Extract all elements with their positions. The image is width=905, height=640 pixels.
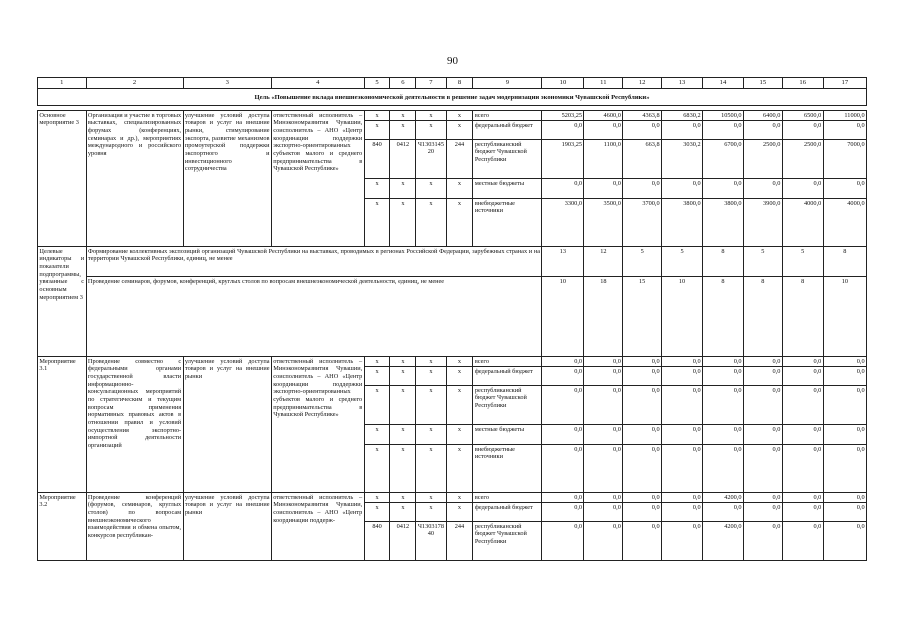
budget-code: x bbox=[416, 357, 446, 367]
funding-value: 0,0 bbox=[584, 357, 623, 367]
budget-code: x bbox=[390, 199, 416, 247]
goal-row bbox=[38, 89, 867, 106]
budget-code: x bbox=[364, 425, 390, 445]
funding-value: 0,0 bbox=[703, 503, 744, 522]
funding-value: 0,0 bbox=[662, 445, 703, 493]
budget-code: x bbox=[364, 386, 390, 425]
budget-code: x bbox=[390, 111, 416, 121]
target-indicator-value: 10 bbox=[662, 277, 703, 357]
funding-value: 3030,2 bbox=[662, 140, 703, 179]
funding-value: 0,0 bbox=[542, 503, 584, 522]
budget-code: 840 bbox=[364, 140, 390, 179]
responsible-executor: ответственный исполнитель – Минэкономразвития Чувашии, соисполнитель – АНО «Центр координации поддерж- bbox=[271, 493, 364, 561]
funding-value: 0,0 bbox=[782, 445, 823, 493]
budget-code: x bbox=[446, 199, 473, 247]
funding-value: 2500,0 bbox=[782, 140, 823, 179]
funding-value: 5203,25 bbox=[542, 111, 584, 121]
funding-row bbox=[38, 111, 867, 121]
activity-name: Мероприятие 3.2 bbox=[38, 493, 87, 561]
funding-value: 0,0 bbox=[584, 179, 623, 199]
funding-value: 0,0 bbox=[823, 503, 866, 522]
funding-source: всего bbox=[473, 111, 542, 121]
funding-value: 0,0 bbox=[662, 386, 703, 425]
funding-value: 0,0 bbox=[782, 179, 823, 199]
budget-code: x bbox=[390, 493, 416, 503]
budget-code: x bbox=[390, 503, 416, 522]
budget-code: x bbox=[390, 367, 416, 386]
funding-value: 6500,0 bbox=[782, 111, 823, 121]
budget-code: x bbox=[364, 357, 390, 367]
funding-source: всего bbox=[473, 493, 542, 503]
funding-value: 10500,0 bbox=[703, 111, 744, 121]
funding-value: 0,0 bbox=[782, 425, 823, 445]
funding-value: 0,0 bbox=[623, 445, 662, 493]
funding-value: 0,0 bbox=[542, 367, 584, 386]
funding-value: 0,0 bbox=[542, 121, 584, 140]
funding-value: 0,0 bbox=[542, 445, 584, 493]
budget-code: 0412 bbox=[390, 522, 416, 561]
target-indicator-text: Формирование коллективных экспозиций организаций Чувашской Республики на выставках, проводимых в регионах Российской Федерации, зарубежных странах и на территории Чувашской Республики, единиц, не менее bbox=[86, 247, 542, 277]
column-number: 13 bbox=[662, 78, 703, 89]
target-indicator-value: 15 bbox=[623, 277, 662, 357]
budget-code: x bbox=[416, 445, 446, 493]
budget-code: x bbox=[390, 445, 416, 493]
funding-value: 0,0 bbox=[823, 179, 866, 199]
budget-code: x bbox=[390, 425, 416, 445]
funding-value: 0,0 bbox=[782, 503, 823, 522]
budget-code: x bbox=[416, 503, 446, 522]
funding-value: 0,0 bbox=[823, 425, 866, 445]
target-indicator-value: 5 bbox=[743, 247, 782, 277]
funding-source: внебюджетные источники bbox=[473, 199, 542, 247]
funding-source: федеральный бюджет bbox=[473, 367, 542, 386]
target-indicator-row bbox=[38, 277, 867, 357]
funding-value: 0,0 bbox=[662, 367, 703, 386]
column-number: 16 bbox=[782, 78, 823, 89]
funding-value: 0,0 bbox=[623, 121, 662, 140]
funding-value: 0,0 bbox=[823, 121, 866, 140]
goal-text: Цель «Повышение вклада внешнеэкономической деятельности в решение задач модернизации экономики Чувашской Республики» bbox=[38, 89, 867, 106]
funding-value: 0,0 bbox=[542, 386, 584, 425]
funding-value: 0,0 bbox=[743, 522, 782, 561]
activity-goal: улучшение условий доступа товаров и услуг на внешние рынки bbox=[183, 493, 271, 561]
funding-value: 0,0 bbox=[662, 179, 703, 199]
funding-value: 0,0 bbox=[823, 522, 866, 561]
funding-value: 4600,0 bbox=[584, 111, 623, 121]
funding-value: 0,0 bbox=[542, 357, 584, 367]
budget-code: x bbox=[416, 367, 446, 386]
funding-source: федеральный бюджет bbox=[473, 121, 542, 140]
funding-value: 0,0 bbox=[623, 522, 662, 561]
budget-code: x bbox=[446, 111, 473, 121]
budget-code: x bbox=[390, 121, 416, 140]
funding-value: 0,0 bbox=[584, 386, 623, 425]
responsible-executor: ответственный исполнитель – Минэкономразвития Чувашии, соисполнитель – АНО «Центр координации поддержки экспортно-ориентированных субъектов малого и среднего предпринимательства в Чувашской Республике» bbox=[271, 357, 364, 493]
funding-value: 0,0 bbox=[703, 445, 744, 493]
funding-value: 0,0 bbox=[584, 493, 623, 503]
budget-code: x bbox=[364, 367, 390, 386]
budget-code: x bbox=[446, 493, 473, 503]
funding-value: 3900,0 bbox=[743, 199, 782, 247]
budget-code: x bbox=[364, 199, 390, 247]
column-number: 5 bbox=[364, 78, 390, 89]
funding-value: 0,0 bbox=[584, 425, 623, 445]
budget-code: 0412 bbox=[390, 140, 416, 179]
funding-value: 3300,0 bbox=[542, 199, 584, 247]
funding-value: 0,0 bbox=[743, 367, 782, 386]
funding-value: 0,0 bbox=[823, 493, 866, 503]
funding-source: республиканский бюджет Чувашской Республики bbox=[473, 386, 542, 425]
target-indicator-value: 10 bbox=[823, 277, 866, 357]
funding-value: 0,0 bbox=[584, 503, 623, 522]
funding-value: 0,0 bbox=[743, 179, 782, 199]
funding-value: 0,0 bbox=[823, 367, 866, 386]
column-number: 2 bbox=[86, 78, 183, 89]
budget-code: x bbox=[416, 121, 446, 140]
funding-value: 0,0 bbox=[743, 445, 782, 493]
target-indicator-value: 5 bbox=[782, 247, 823, 277]
column-number: 7 bbox=[416, 78, 446, 89]
column-number: 15 bbox=[743, 78, 782, 89]
funding-value: 0,0 bbox=[703, 357, 744, 367]
budget-code: x bbox=[446, 445, 473, 493]
funding-value: 0,0 bbox=[542, 179, 584, 199]
column-number: 9 bbox=[473, 78, 542, 89]
column-number: 1 bbox=[38, 78, 87, 89]
column-number: 10 bbox=[542, 78, 584, 89]
funding-value: 0,0 bbox=[623, 425, 662, 445]
funding-value: 4000,0 bbox=[823, 199, 866, 247]
funding-value: 6830,2 bbox=[662, 111, 703, 121]
activity-description: Проведение совместно с федеральными органами государственной власти информационно-консультационных мероприятий по стратегическим и текущим вопросам применения нормативных правовых актов в отношении правил и условий осуществления экспортно-импортной деятельности организаций bbox=[86, 357, 183, 493]
column-number: 17 bbox=[823, 78, 866, 89]
funding-value: 4363,8 bbox=[623, 111, 662, 121]
funding-value: 4200,0 bbox=[703, 493, 744, 503]
funding-value: 11000,0 bbox=[823, 111, 866, 121]
budget-code: x bbox=[446, 357, 473, 367]
target-indicator-value: 5 bbox=[623, 247, 662, 277]
funding-value: 0,0 bbox=[542, 425, 584, 445]
activity-goal: улучшение условий доступа товаров и услуг на внешние рынки bbox=[183, 357, 271, 493]
funding-value: 0,0 bbox=[584, 445, 623, 493]
column-number: 8 bbox=[446, 78, 473, 89]
column-number: 6 bbox=[390, 78, 416, 89]
funding-value: 7000,0 bbox=[823, 140, 866, 179]
budget-code: x bbox=[364, 179, 390, 199]
budget-code: x bbox=[416, 111, 446, 121]
funding-value: 1903,25 bbox=[542, 140, 584, 179]
funding-value: 0,0 bbox=[782, 493, 823, 503]
budget-code: Ч130314520 bbox=[416, 140, 446, 179]
funding-value: 0,0 bbox=[623, 493, 662, 503]
budget-code: x bbox=[446, 386, 473, 425]
funding-value: 0,0 bbox=[584, 367, 623, 386]
target-indicator-value: 8 bbox=[782, 277, 823, 357]
funding-value: 0,0 bbox=[584, 522, 623, 561]
page-number: 90 bbox=[447, 55, 458, 67]
funding-value: 4000,0 bbox=[782, 199, 823, 247]
funding-value: 0,0 bbox=[623, 357, 662, 367]
funding-value: 0,0 bbox=[703, 386, 744, 425]
budget-code: x bbox=[364, 445, 390, 493]
target-indicator-value: 8 bbox=[743, 277, 782, 357]
funding-source: республиканский бюджет Чувашской Республики bbox=[473, 522, 542, 561]
funding-value: 0,0 bbox=[703, 367, 744, 386]
funding-value: 0,0 bbox=[662, 121, 703, 140]
budget-code: x bbox=[364, 493, 390, 503]
funding-value: 0,0 bbox=[623, 386, 662, 425]
responsible-executor: ответственный исполнитель – Минэкономразвития Чувашии, соисполнитель – АНО «Центр координации поддержки экспортно-ориентированных субъектов малого и среднего предпринимательства в Чувашской Республике» bbox=[271, 111, 364, 247]
funding-row bbox=[38, 493, 867, 503]
target-indicator-value: 12 bbox=[584, 247, 623, 277]
funding-value: 0,0 bbox=[782, 522, 823, 561]
funding-value: 0,0 bbox=[782, 121, 823, 140]
budget-code: x bbox=[416, 199, 446, 247]
budget-code: x bbox=[416, 493, 446, 503]
funding-value: 0,0 bbox=[703, 179, 744, 199]
target-indicator-value: 10 bbox=[542, 277, 584, 357]
funding-value: 1100,0 bbox=[584, 140, 623, 179]
activity-name: Мероприятие 3.1 bbox=[38, 357, 87, 493]
funding-value: 6400,0 bbox=[743, 111, 782, 121]
budget-code: x bbox=[416, 179, 446, 199]
column-number: 11 bbox=[584, 78, 623, 89]
budget-code: x bbox=[446, 179, 473, 199]
budget-code: x bbox=[390, 179, 416, 199]
target-indicator-value: 8 bbox=[823, 247, 866, 277]
budget-code: 244 bbox=[446, 522, 473, 561]
funding-value: 0,0 bbox=[662, 493, 703, 503]
funding-value: 0,0 bbox=[703, 425, 744, 445]
funding-value: 6700,0 bbox=[703, 140, 744, 179]
funding-value: 0,0 bbox=[743, 503, 782, 522]
funding-value: 0,0 bbox=[823, 386, 866, 425]
activity-goal: улучшение условий доступа товаров и услуг на внешние рынки, стимулирование экспорта, развитие механизмов промоутерской поддержки экспортного и инвестиционного сотрудничества bbox=[183, 111, 271, 247]
column-number: 4 bbox=[271, 78, 364, 89]
funding-value: 0,0 bbox=[623, 367, 662, 386]
target-indicator-text: Проведение семинаров, форумов, конференций, круглых столов по вопросам внешнеэкономической деятельности, единиц, не менее bbox=[86, 277, 542, 357]
funding-value: 0,0 bbox=[743, 493, 782, 503]
target-indicator-value: 5 bbox=[662, 247, 703, 277]
funding-value: 0,0 bbox=[743, 357, 782, 367]
budget-code: x bbox=[416, 425, 446, 445]
target-indicator-value: 13 bbox=[542, 247, 584, 277]
funding-value: 3800,0 bbox=[703, 199, 744, 247]
funding-value: 0,0 bbox=[782, 357, 823, 367]
funding-value: 0,0 bbox=[823, 357, 866, 367]
funding-value: 0,0 bbox=[743, 121, 782, 140]
budget-code: x bbox=[446, 121, 473, 140]
funding-source: местные бюджеты bbox=[473, 425, 542, 445]
funding-value: 0,0 bbox=[743, 425, 782, 445]
funding-value: 0,0 bbox=[782, 367, 823, 386]
funding-value: 663,8 bbox=[623, 140, 662, 179]
funding-value: 0,0 bbox=[584, 121, 623, 140]
budget-code: 244 bbox=[446, 140, 473, 179]
budget-code: x bbox=[364, 503, 390, 522]
funding-value: 0,0 bbox=[662, 503, 703, 522]
target-indicator-value: 18 bbox=[584, 277, 623, 357]
funding-value: 0,0 bbox=[542, 522, 584, 561]
funding-value: 0,0 bbox=[823, 445, 866, 493]
funding-value: 3800,0 bbox=[662, 199, 703, 247]
target-indicator-value: 8 bbox=[703, 247, 744, 277]
budget-code: x bbox=[364, 111, 390, 121]
budget-code: x bbox=[390, 357, 416, 367]
budget-code: x bbox=[364, 121, 390, 140]
budget-code: Ч130317840 bbox=[416, 522, 446, 561]
funding-value: 3700,0 bbox=[623, 199, 662, 247]
funding-value: 0,0 bbox=[542, 493, 584, 503]
funding-value: 0,0 bbox=[623, 179, 662, 199]
column-number: 3 bbox=[183, 78, 271, 89]
column-number: 14 bbox=[703, 78, 744, 89]
funding-row bbox=[38, 357, 867, 367]
column-number-row bbox=[38, 78, 867, 89]
funding-value: 3500,0 bbox=[584, 199, 623, 247]
funding-source: местные бюджеты bbox=[473, 179, 542, 199]
budget-code: x bbox=[416, 386, 446, 425]
funding-source: федеральный бюджет bbox=[473, 503, 542, 522]
funding-value: 2500,0 bbox=[743, 140, 782, 179]
funding-value: 0,0 bbox=[743, 386, 782, 425]
activity-name: Основное мероприятие 3 bbox=[38, 111, 87, 247]
activity-description: Проведение конференций (форумов, семинаров, круглых столов) по вопросам внешнеэкономического взаимодействия и обмена опытом, конкурсов республикан- bbox=[86, 493, 183, 561]
funding-value: 4200,0 bbox=[703, 522, 744, 561]
budget-code: x bbox=[446, 367, 473, 386]
target-indicator-row bbox=[38, 247, 867, 277]
funding-source: внебюджетные источники bbox=[473, 445, 542, 493]
budget-code: x bbox=[446, 503, 473, 522]
budget-code: 840 bbox=[364, 522, 390, 561]
funding-source: республиканский бюджет Чувашской Республики bbox=[473, 140, 542, 179]
funding-value: 0,0 bbox=[623, 503, 662, 522]
program-table bbox=[37, 77, 867, 561]
column-number: 12 bbox=[623, 78, 662, 89]
funding-value: 0,0 bbox=[703, 121, 744, 140]
target-indicator-value: 8 bbox=[703, 277, 744, 357]
funding-value: 0,0 bbox=[662, 522, 703, 561]
budget-code: x bbox=[446, 425, 473, 445]
funding-value: 0,0 bbox=[662, 357, 703, 367]
target-indicators-label: Целевые индикаторы и показатели подпрограммы, увязанные с основным мероприятием 3 bbox=[38, 247, 87, 357]
activity-description: Организация и участие в торговых выставках, специализированных форумах (конференциях, семинарах и др.), мероприятиях международного и российского уровня bbox=[86, 111, 183, 247]
funding-value: 0,0 bbox=[662, 425, 703, 445]
funding-value: 0,0 bbox=[782, 386, 823, 425]
budget-code: x bbox=[390, 386, 416, 425]
funding-source: всего bbox=[473, 357, 542, 367]
